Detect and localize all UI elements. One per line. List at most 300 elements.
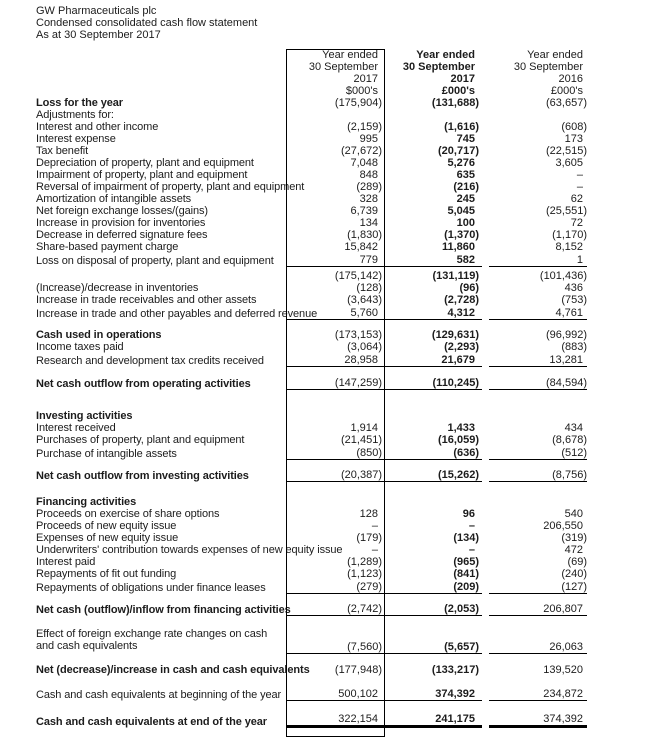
row-label: Adjustments for: [36, 109, 114, 121]
value-gbp-2016 [482, 664, 592, 676]
statement-row [0, 229, 646, 241]
value-usd-2017 [286, 687, 385, 701]
value-text: 540 [564, 508, 583, 520]
value-usd-2017 [286, 121, 385, 133]
value-text: (3,643) [347, 294, 382, 306]
value-text: (850) [356, 447, 382, 459]
value-gbp-2016 [482, 544, 592, 556]
value-text: – [468, 520, 475, 532]
value-gbp-2017 [385, 353, 482, 367]
value-usd-2017 [286, 701, 385, 712]
value-text: 2017 [450, 73, 475, 85]
value-usd-2017 [286, 205, 385, 217]
value-text: (110,245) [432, 377, 479, 389]
value-text: 234,872 [543, 688, 583, 700]
value-text: 28,958 [344, 354, 378, 366]
value-text: (173,153) [334, 329, 382, 341]
statement-row [0, 544, 646, 556]
value-text: 15,842 [344, 241, 378, 253]
value-text: (131,119) [432, 270, 479, 282]
value-gbp-2017 [385, 282, 482, 294]
row-label: Decrease in deferred signature fees [36, 229, 208, 241]
value-gbp-2017 [385, 654, 482, 664]
value-usd-2017 [286, 410, 385, 422]
statement-row [0, 410, 646, 422]
value-text: (134) [453, 532, 479, 544]
value-text: 1,914 [350, 422, 378, 434]
value-text: (753) [561, 294, 587, 306]
value-usd-2017 [286, 169, 385, 181]
value-gbp-2017 [385, 616, 482, 628]
value-gbp-2017 [385, 121, 482, 133]
value-text: (1,289) [347, 556, 382, 568]
statement-row [0, 329, 646, 341]
statement-row [0, 468, 646, 482]
row-label [0, 594, 286, 602]
value-text: (21,451) [341, 434, 382, 446]
value-text: (7,560) [347, 641, 382, 653]
row-label: Repayments of fit out funding [36, 568, 177, 580]
value-usd-2017 [286, 353, 385, 367]
value-gbp-2017 [385, 460, 482, 468]
row-label [0, 367, 286, 376]
value-usd-2017 [286, 341, 385, 353]
value-text: 206,550 [543, 520, 583, 532]
value-text: 30 September [402, 61, 475, 73]
value-gbp-2017 [385, 532, 482, 544]
row-label [0, 482, 286, 496]
value-gbp-2016 [482, 85, 592, 97]
value-usd-2017 [286, 376, 385, 390]
value-usd-2017 [286, 520, 385, 532]
value-gbp-2016 [482, 205, 592, 217]
statement-row [0, 145, 646, 157]
row-label: Investing activities [36, 410, 133, 422]
value-text: (128) [356, 282, 382, 294]
value-text: (20,387) [341, 469, 382, 481]
value-gbp-2016 [482, 353, 592, 367]
value-gbp-2017 [385, 594, 482, 602]
value-gbp-2017 [385, 520, 482, 532]
value-usd-2017 [286, 193, 385, 205]
value-gbp-2016 [482, 229, 592, 241]
value-usd-2017 [286, 676, 385, 687]
row-label: Net cash outflow from operating activities [36, 378, 251, 390]
value-text: 3,605 [555, 157, 583, 169]
value-text: (2,053) [444, 603, 479, 615]
value-gbp-2017 [385, 157, 482, 169]
value-text: (133,217) [431, 664, 479, 676]
value-gbp-2016 [482, 169, 592, 181]
statement-row [0, 580, 646, 594]
value-text: (84,594) [546, 377, 587, 389]
value-usd-2017 [286, 61, 385, 73]
value-gbp-2017 [385, 628, 482, 654]
value-text: (279) [356, 581, 382, 593]
value-text: (131,688) [431, 97, 479, 109]
value-text: 848 [359, 169, 378, 181]
value-gbp-2016 [482, 654, 592, 664]
value-text: (636) [453, 447, 479, 459]
value-text: (101,436) [539, 270, 587, 282]
value-text: 11,860 [441, 241, 475, 253]
value-gbp-2016 [482, 390, 592, 410]
value-gbp-2016 [482, 422, 592, 434]
value-text: (5,657) [444, 641, 479, 653]
statement-row [0, 121, 646, 133]
value-text: (2,159) [347, 121, 382, 133]
row-label [0, 85, 286, 97]
value-text: – [371, 520, 378, 532]
statement-row [0, 687, 646, 701]
value-usd-2017 [286, 109, 385, 121]
statement-row [0, 602, 646, 616]
value-gbp-2016 [482, 282, 592, 294]
value-usd-2017 [286, 229, 385, 241]
statement-row [0, 376, 646, 390]
row-label: Increase in provision for inventories [36, 217, 206, 229]
value-gbp-2016 [482, 253, 592, 267]
value-text: (209) [453, 581, 479, 593]
row-label: Net cash outflow from investing activities [36, 470, 249, 482]
value-gbp-2017 [385, 676, 482, 687]
value-text: Year ended [322, 49, 378, 61]
value-text: (2,293) [444, 341, 479, 353]
value-text: (127) [561, 581, 587, 593]
value-gbp-2016 [482, 157, 592, 169]
row-label: Impairment of property, plant and equipment [36, 169, 248, 181]
value-usd-2017 [286, 712, 385, 728]
row-label: Cash and cash equivalents at beginning of the year [36, 689, 282, 701]
value-text: 72 [570, 217, 583, 229]
value-text: (25,551) [546, 205, 587, 217]
value-text: Year ended [416, 49, 475, 61]
row-label: Net cash (outflow)/inflow from financing activities [36, 604, 291, 616]
value-text: 995 [359, 133, 378, 145]
value-text: (216) [453, 181, 479, 193]
value-text: 745 [456, 133, 475, 145]
value-text: 1 [576, 254, 583, 266]
row-label: Loss for the year [36, 97, 123, 109]
value-gbp-2016 [482, 532, 592, 544]
row-label: Underwriters' contribution towards expenses of new equity issue [36, 544, 343, 556]
value-gbp-2017 [385, 267, 482, 282]
value-usd-2017 [286, 568, 385, 580]
value-usd-2017 [286, 602, 385, 616]
value-usd-2017 [286, 294, 385, 306]
value-usd-2017 [286, 580, 385, 594]
value-text: (175,142) [334, 270, 382, 282]
value-text: $000's [345, 85, 378, 97]
row-label: Purchases of property, plant and equipment [36, 434, 245, 446]
value-usd-2017 [286, 181, 385, 193]
row-label: Cash used in operations [36, 329, 162, 341]
value-gbp-2016 [482, 329, 592, 341]
value-text: (69) [567, 556, 587, 568]
value-text: – [576, 169, 583, 181]
value-text: 8,152 [555, 241, 583, 253]
spacer-row [0, 390, 646, 410]
value-text: (1,830) [347, 229, 382, 241]
value-usd-2017 [286, 97, 385, 109]
row-label: Purchase of intangible assets [36, 448, 177, 460]
value-text: (147,259) [334, 377, 382, 389]
value-gbp-2017 [385, 217, 482, 229]
value-gbp-2017 [385, 85, 482, 97]
row-label [0, 460, 286, 468]
value-text: (16,059) [438, 434, 479, 446]
value-gbp-2017 [385, 446, 482, 460]
row-label: Repayments of obligations under finance leases [36, 582, 266, 594]
statement-row [0, 556, 646, 568]
value-text: (22,515) [546, 145, 587, 157]
header-row [0, 61, 646, 73]
value-text: 582 [456, 254, 475, 266]
spacer-row [0, 728, 646, 737]
value-text: (1,616) [444, 121, 479, 133]
value-text: 5,760 [350, 307, 378, 319]
value-gbp-2016 [482, 628, 592, 654]
row-label: Proceeds on exercise of share options [36, 508, 220, 520]
value-usd-2017 [286, 728, 385, 737]
value-gbp-2016 [482, 580, 592, 594]
row-label: Research and development tax credits received [36, 355, 264, 367]
value-gbp-2017 [385, 508, 482, 520]
statement-row [0, 97, 646, 109]
statement-row [0, 496, 646, 508]
value-text: (608) [561, 121, 587, 133]
value-text: (15,262) [438, 469, 479, 481]
value-text: 128 [359, 508, 378, 520]
value-gbp-2016 [482, 133, 592, 145]
row-label: Interest received [36, 422, 116, 434]
value-text: 241,175 [435, 713, 475, 725]
value-gbp-2016 [482, 181, 592, 193]
value-text: 2016 [558, 73, 583, 85]
row-label [0, 701, 286, 712]
value-gbp-2017 [385, 229, 482, 241]
value-text: (1,370) [444, 229, 479, 241]
statement-row [0, 109, 646, 121]
value-text: 7,048 [350, 157, 378, 169]
value-gbp-2017 [385, 205, 482, 217]
value-text: £000's [441, 85, 475, 97]
value-gbp-2017 [385, 580, 482, 594]
value-text: 139,520 [543, 664, 583, 676]
value-text: 4,761 [555, 307, 583, 319]
value-gbp-2016 [482, 556, 592, 568]
value-gbp-2016 [482, 109, 592, 121]
value-gbp-2017 [385, 376, 482, 390]
value-gbp-2017 [385, 367, 482, 376]
statement-row [0, 181, 646, 193]
row-label: Amortization of intangible assets [36, 193, 192, 205]
value-text: 21,679 [441, 354, 475, 366]
row-label [0, 49, 286, 61]
value-gbp-2017 [385, 109, 482, 121]
value-text: (965) [453, 556, 479, 568]
value-text: 436 [564, 282, 583, 294]
statement-row [0, 664, 646, 676]
row-label [0, 73, 286, 85]
value-text: (129,631) [431, 329, 479, 341]
value-text: (96) [459, 282, 479, 294]
value-text: 434 [564, 422, 583, 434]
value-usd-2017 [286, 556, 385, 568]
value-text: 2017 [353, 73, 378, 85]
value-text: (841) [453, 568, 479, 580]
value-text: (240) [561, 568, 587, 580]
value-usd-2017 [286, 73, 385, 85]
value-text: 173 [564, 133, 583, 145]
value-gbp-2016 [482, 49, 592, 61]
value-text: (2,728) [444, 294, 479, 306]
value-gbp-2016 [482, 520, 592, 532]
value-text: (512) [561, 447, 587, 459]
statement-row [0, 205, 646, 217]
row-label: Net foreign exchange losses/(gains) [36, 205, 208, 217]
row-label [0, 616, 286, 628]
value-gbp-2017 [385, 73, 482, 85]
value-gbp-2017 [385, 341, 482, 353]
value-text: (63,657) [546, 97, 587, 109]
value-usd-2017 [286, 320, 385, 329]
statement-row [0, 422, 646, 434]
statement-row [0, 306, 646, 320]
value-gbp-2017 [385, 468, 482, 482]
value-text: 374,392 [543, 713, 583, 725]
value-text: – [576, 181, 583, 193]
value-text: (8,678) [552, 434, 587, 446]
value-gbp-2017 [385, 728, 482, 737]
value-text: (289) [356, 181, 382, 193]
value-gbp-2017 [385, 482, 482, 496]
value-text: (177,948) [334, 664, 382, 676]
spacer-row [0, 482, 646, 496]
value-text: (1,170) [552, 229, 587, 241]
statement-row [0, 508, 646, 520]
value-gbp-2017 [385, 568, 482, 580]
value-gbp-2017 [385, 556, 482, 568]
value-gbp-2017 [385, 61, 482, 73]
spacer-row [0, 654, 646, 664]
value-text: – [371, 544, 378, 556]
value-text: 26,063 [549, 641, 583, 653]
value-text: 328 [359, 193, 378, 205]
row-label: Proceeds of new equity issue [36, 520, 177, 532]
statement-row [0, 520, 646, 532]
row-label [0, 728, 286, 737]
value-text: 30 September [513, 61, 583, 73]
row-label: Reversal of impairment of property, plant and equipment [36, 181, 305, 193]
value-text: 30 September [308, 61, 378, 73]
row-label [0, 654, 286, 664]
value-gbp-2017 [385, 181, 482, 193]
value-gbp-2016 [482, 602, 592, 616]
value-usd-2017 [286, 544, 385, 556]
statement-row [0, 353, 646, 367]
value-gbp-2016 [482, 728, 592, 737]
value-usd-2017 [286, 306, 385, 320]
value-gbp-2016 [482, 468, 592, 482]
title-block [0, 5, 646, 41]
statement-date: As at 30 September 2017 [36, 29, 161, 41]
value-gbp-2017 [385, 145, 482, 157]
value-text: 62 [570, 193, 583, 205]
row-label: Income taxes paid [36, 341, 124, 353]
value-gbp-2017 [385, 687, 482, 701]
value-text: 472 [564, 544, 583, 556]
spacer-row [0, 320, 646, 329]
value-text: (8,756) [552, 469, 587, 481]
statement-row [0, 446, 646, 460]
value-text: (3,064) [347, 341, 382, 353]
value-gbp-2017 [385, 329, 482, 341]
value-gbp-2017 [385, 253, 482, 267]
value-text: Year ended [527, 49, 583, 61]
header-row [0, 73, 646, 85]
value-gbp-2016 [482, 61, 592, 73]
value-usd-2017 [286, 664, 385, 676]
value-usd-2017 [286, 133, 385, 145]
value-gbp-2017 [385, 169, 482, 181]
value-usd-2017 [286, 282, 385, 294]
value-gbp-2017 [385, 97, 482, 109]
value-gbp-2016 [482, 73, 592, 85]
value-usd-2017 [286, 482, 385, 496]
value-gbp-2016 [482, 97, 592, 109]
statement-row [0, 282, 646, 294]
value-text: £000's [550, 85, 583, 97]
value-gbp-2016 [482, 267, 592, 282]
value-gbp-2017 [385, 422, 482, 434]
value-usd-2017 [286, 217, 385, 229]
value-gbp-2017 [385, 241, 482, 253]
value-usd-2017 [286, 508, 385, 520]
company-name: GW Pharmaceuticals plc [36, 5, 157, 17]
row-label [0, 676, 286, 687]
value-gbp-2016 [482, 376, 592, 390]
row-label: Depreciation of property, plant and equipment [36, 157, 254, 169]
value-usd-2017 [286, 532, 385, 544]
value-usd-2017 [286, 468, 385, 482]
value-usd-2017 [286, 628, 385, 654]
value-text: (1,123) [347, 568, 382, 580]
value-text: 500,102 [338, 688, 378, 700]
value-usd-2017 [286, 434, 385, 446]
value-gbp-2017 [385, 544, 482, 556]
statement-row [0, 169, 646, 181]
value-gbp-2017 [385, 664, 482, 676]
row-label: Interest paid [36, 556, 96, 568]
value-gbp-2017 [385, 193, 482, 205]
statement-row [0, 532, 646, 544]
value-gbp-2016 [482, 306, 592, 320]
row-label: Interest expense [36, 133, 116, 145]
value-gbp-2017 [385, 410, 482, 422]
value-text: 245 [456, 193, 475, 205]
value-usd-2017 [286, 496, 385, 508]
value-text: (2,742) [347, 603, 382, 615]
value-gbp-2016 [482, 193, 592, 205]
value-text: 134 [359, 217, 378, 229]
row-label: Net (decrease)/increase in cash and cash equivalents [36, 664, 310, 676]
value-gbp-2017 [385, 320, 482, 329]
value-usd-2017 [286, 253, 385, 267]
value-gbp-2016 [482, 446, 592, 460]
value-usd-2017 [286, 85, 385, 97]
value-gbp-2016 [482, 145, 592, 157]
